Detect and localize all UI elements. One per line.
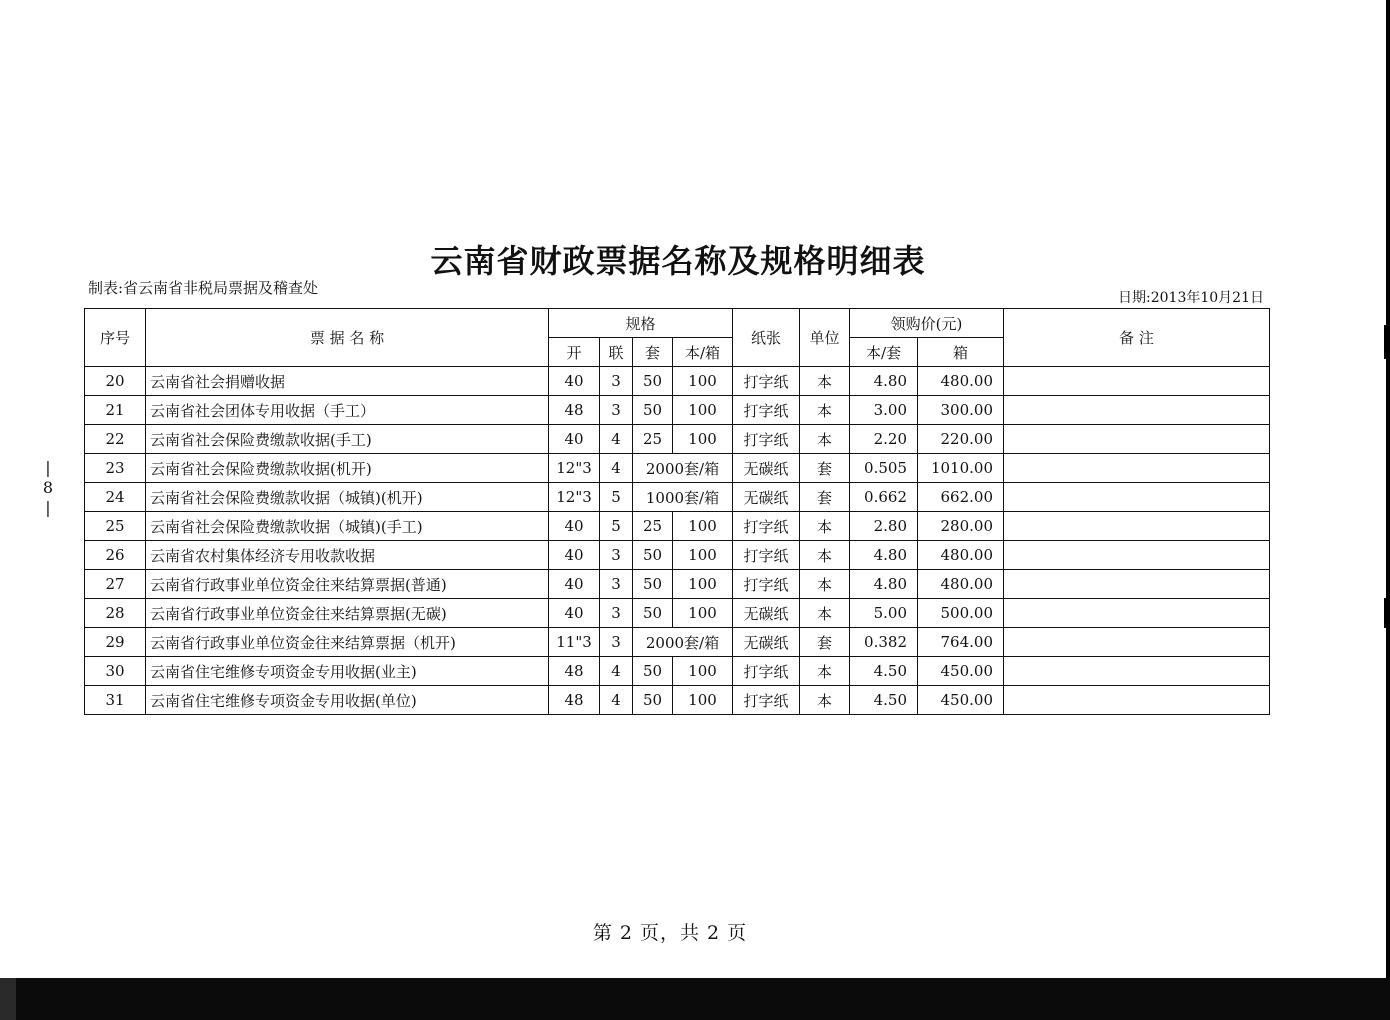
row-spec-box: 100 bbox=[673, 541, 733, 570]
row-unit: 本 bbox=[800, 570, 850, 599]
row-remark bbox=[1004, 483, 1270, 512]
row-spec-kai: 11"3 bbox=[549, 628, 600, 657]
row-name: 云南省社会保险费缴款收据（城镇)(手工) bbox=[146, 512, 549, 541]
row-spec-per-box: 2000套/箱 bbox=[633, 454, 733, 483]
row-unit: 本 bbox=[800, 541, 850, 570]
scan-bottom-edge bbox=[0, 978, 16, 1020]
row-price-box: 1010.00 bbox=[918, 454, 1004, 483]
row-spec-lian: 3 bbox=[600, 628, 633, 657]
row-name: 云南省社会保险费缴款收据(机开) bbox=[146, 454, 549, 483]
header-price-set: 本/套 bbox=[850, 338, 918, 367]
row-price-set: 4.80 bbox=[850, 570, 918, 599]
row-price-box: 450.00 bbox=[918, 657, 1004, 686]
row-price-box: 480.00 bbox=[918, 541, 1004, 570]
row-paper: 打字纸 bbox=[733, 657, 800, 686]
row-remark bbox=[1004, 454, 1270, 483]
side-page-mark bbox=[40, 458, 56, 518]
row-spec-kai: 12"3 bbox=[549, 483, 600, 512]
row-spec-per-box: 2000套/箱 bbox=[633, 628, 733, 657]
row-spec-box: 100 bbox=[673, 396, 733, 425]
date-label: 日期:2013年10月21日 bbox=[1118, 290, 1264, 306]
row-spec-lian: 4 bbox=[600, 425, 633, 454]
row-price-set: 3.00 bbox=[850, 396, 918, 425]
row-spec-tao: 50 bbox=[633, 541, 673, 570]
table-row bbox=[85, 628, 1270, 657]
row-name: 云南省行政事业单位资金往来结算票据（机开) bbox=[146, 628, 549, 657]
row-price-set: 4.50 bbox=[850, 657, 918, 686]
row-price-box: 480.00 bbox=[918, 570, 1004, 599]
row-spec-lian: 3 bbox=[600, 396, 633, 425]
header-spec: 规格 bbox=[549, 309, 733, 338]
row-unit: 本 bbox=[800, 396, 850, 425]
row-spec-box: 100 bbox=[673, 425, 733, 454]
row-spec-box: 100 bbox=[673, 686, 733, 715]
document-title: 云南省财政票据名称及规格明细表 bbox=[430, 242, 926, 280]
header-spec-tao: 套 bbox=[633, 338, 673, 367]
table-row bbox=[85, 570, 1270, 599]
row-paper: 无碳纸 bbox=[733, 599, 800, 628]
row-spec-tao: 50 bbox=[633, 396, 673, 425]
row-spec-tao: 50 bbox=[633, 367, 673, 396]
header-remark: 备 注 bbox=[1004, 309, 1270, 367]
table-row bbox=[85, 657, 1270, 686]
row-remark bbox=[1004, 686, 1270, 715]
row-remark bbox=[1004, 541, 1270, 570]
scan-edge-mark bbox=[1384, 325, 1390, 359]
row-spec-box: 100 bbox=[673, 657, 733, 686]
row-spec-tao: 50 bbox=[633, 686, 673, 715]
side-mark-number: 8 bbox=[42, 478, 54, 497]
header-row-1 bbox=[85, 309, 1270, 338]
row-paper: 打字纸 bbox=[733, 541, 800, 570]
row-spec-tao: 50 bbox=[633, 570, 673, 599]
header-unit: 单位 bbox=[800, 309, 850, 367]
row-remark bbox=[1004, 367, 1270, 396]
row-seq: 23 bbox=[85, 454, 146, 483]
row-seq: 21 bbox=[85, 396, 146, 425]
row-spec-box: 100 bbox=[673, 367, 733, 396]
table-row bbox=[85, 512, 1270, 541]
row-spec-tao: 50 bbox=[633, 599, 673, 628]
scan-bottom-bar bbox=[0, 978, 1390, 1020]
row-unit: 本 bbox=[800, 425, 850, 454]
row-paper: 打字纸 bbox=[733, 570, 800, 599]
maker-label: 制表:省云南省非税局票据及稽查处 bbox=[88, 279, 319, 297]
row-price-set: 0.505 bbox=[850, 454, 918, 483]
row-seq: 26 bbox=[85, 541, 146, 570]
table-row bbox=[85, 686, 1270, 715]
header-spec-box: 本/箱 bbox=[673, 338, 733, 367]
row-spec-lian: 3 bbox=[600, 367, 633, 396]
table-row bbox=[85, 454, 1270, 483]
row-spec-tao: 50 bbox=[633, 657, 673, 686]
row-price-box: 500.00 bbox=[918, 599, 1004, 628]
table-row bbox=[85, 367, 1270, 396]
row-paper: 打字纸 bbox=[733, 425, 800, 454]
row-name: 云南省住宅维修专项资金专用收据(单位) bbox=[146, 686, 549, 715]
header-seq: 序号 bbox=[85, 309, 146, 367]
row-spec-box: 100 bbox=[673, 512, 733, 541]
row-remark bbox=[1004, 570, 1270, 599]
header-price: 领购价(元) bbox=[850, 309, 1004, 338]
row-spec-lian: 3 bbox=[600, 599, 633, 628]
row-name: 云南省行政事业单位资金往来结算票据(无碳) bbox=[146, 599, 549, 628]
row-seq: 24 bbox=[85, 483, 146, 512]
page-footer: 第 2 页，共 2 页 bbox=[592, 922, 748, 944]
row-price-set: 4.50 bbox=[850, 686, 918, 715]
row-price-set: 0.382 bbox=[850, 628, 918, 657]
row-name: 云南省住宅维修专项资金专用收据(业主) bbox=[146, 657, 549, 686]
row-seq: 29 bbox=[85, 628, 146, 657]
row-name: 云南省行政事业单位资金往来结算票据(普通) bbox=[146, 570, 549, 599]
row-spec-lian: 3 bbox=[600, 541, 633, 570]
table-row bbox=[85, 396, 1270, 425]
row-spec-lian: 4 bbox=[600, 657, 633, 686]
row-paper: 打字纸 bbox=[733, 686, 800, 715]
row-price-box: 662.00 bbox=[918, 483, 1004, 512]
row-unit: 套 bbox=[800, 483, 850, 512]
row-spec-kai: 40 bbox=[549, 570, 600, 599]
row-unit: 套 bbox=[800, 454, 850, 483]
row-unit: 本 bbox=[800, 599, 850, 628]
row-spec-lian: 4 bbox=[600, 686, 633, 715]
row-seq: 28 bbox=[85, 599, 146, 628]
row-name: 云南省社会捐赠收据 bbox=[146, 367, 549, 396]
row-name: 云南省农村集体经济专用收款收据 bbox=[146, 541, 549, 570]
row-spec-kai: 40 bbox=[549, 541, 600, 570]
row-spec-box: 100 bbox=[673, 599, 733, 628]
row-spec-per-box: 1000套/箱 bbox=[633, 483, 733, 512]
row-price-set: 2.20 bbox=[850, 425, 918, 454]
row-paper: 无碳纸 bbox=[733, 628, 800, 657]
row-price-box: 280.00 bbox=[918, 512, 1004, 541]
row-seq: 20 bbox=[85, 367, 146, 396]
side-mark-top: | bbox=[45, 458, 51, 477]
row-unit: 套 bbox=[800, 628, 850, 657]
row-spec-kai: 40 bbox=[549, 599, 600, 628]
row-price-set: 2.80 bbox=[850, 512, 918, 541]
row-spec-kai: 48 bbox=[549, 657, 600, 686]
row-name: 云南省社会团体专用收据（手工） bbox=[146, 396, 549, 425]
row-paper: 打字纸 bbox=[733, 512, 800, 541]
row-paper: 打字纸 bbox=[733, 396, 800, 425]
row-spec-box: 100 bbox=[673, 570, 733, 599]
row-price-box: 450.00 bbox=[918, 686, 1004, 715]
table-row bbox=[85, 599, 1270, 628]
header-price-box: 箱 bbox=[918, 338, 1004, 367]
row-spec-lian: 5 bbox=[600, 512, 633, 541]
row-unit: 本 bbox=[800, 657, 850, 686]
row-remark bbox=[1004, 628, 1270, 657]
table-row bbox=[85, 541, 1270, 570]
header-spec-kai: 开 bbox=[549, 338, 600, 367]
row-price-box: 480.00 bbox=[918, 367, 1004, 396]
row-price-set: 5.00 bbox=[850, 599, 918, 628]
row-spec-lian: 3 bbox=[600, 570, 633, 599]
row-price-box: 300.00 bbox=[918, 396, 1004, 425]
row-spec-tao: 25 bbox=[633, 425, 673, 454]
side-mark-bottom: | bbox=[45, 498, 51, 517]
row-spec-kai: 40 bbox=[549, 425, 600, 454]
row-price-set: 0.662 bbox=[850, 483, 918, 512]
row-paper: 无碳纸 bbox=[733, 454, 800, 483]
scan-edge-mark bbox=[1384, 598, 1390, 628]
row-seq: 30 bbox=[85, 657, 146, 686]
row-spec-kai: 48 bbox=[549, 686, 600, 715]
table-row bbox=[85, 425, 1270, 454]
row-seq: 31 bbox=[85, 686, 146, 715]
header-name: 票 据 名 称 bbox=[146, 309, 549, 367]
row-price-set: 4.80 bbox=[850, 367, 918, 396]
row-spec-kai: 12"3 bbox=[549, 454, 600, 483]
row-unit: 本 bbox=[800, 367, 850, 396]
row-spec-lian: 4 bbox=[600, 454, 633, 483]
row-remark bbox=[1004, 396, 1270, 425]
row-unit: 本 bbox=[800, 512, 850, 541]
row-name: 云南省社会保险费缴款收据(手工) bbox=[146, 425, 549, 454]
row-remark bbox=[1004, 425, 1270, 454]
row-remark bbox=[1004, 512, 1270, 541]
row-remark bbox=[1004, 599, 1270, 628]
header-spec-lian: 联 bbox=[600, 338, 633, 367]
table-body bbox=[85, 367, 1270, 715]
row-spec-lian: 5 bbox=[600, 483, 633, 512]
row-unit: 本 bbox=[800, 686, 850, 715]
scan-right-edge bbox=[1386, 0, 1390, 978]
row-paper: 无碳纸 bbox=[733, 483, 800, 512]
header-paper: 纸张 bbox=[733, 309, 800, 367]
row-spec-kai: 40 bbox=[549, 367, 600, 396]
ticket-spec-table bbox=[84, 308, 1270, 715]
table-row bbox=[85, 483, 1270, 512]
row-spec-kai: 40 bbox=[549, 512, 600, 541]
row-name: 云南省社会保险费缴款收据（城镇)(机开) bbox=[146, 483, 549, 512]
row-paper: 打字纸 bbox=[733, 367, 800, 396]
row-price-set: 4.80 bbox=[850, 541, 918, 570]
row-seq: 22 bbox=[85, 425, 146, 454]
row-price-box: 764.00 bbox=[918, 628, 1004, 657]
row-spec-tao: 25 bbox=[633, 512, 673, 541]
row-price-box: 220.00 bbox=[918, 425, 1004, 454]
row-remark bbox=[1004, 657, 1270, 686]
row-seq: 25 bbox=[85, 512, 146, 541]
row-seq: 27 bbox=[85, 570, 146, 599]
row-spec-kai: 48 bbox=[549, 396, 600, 425]
